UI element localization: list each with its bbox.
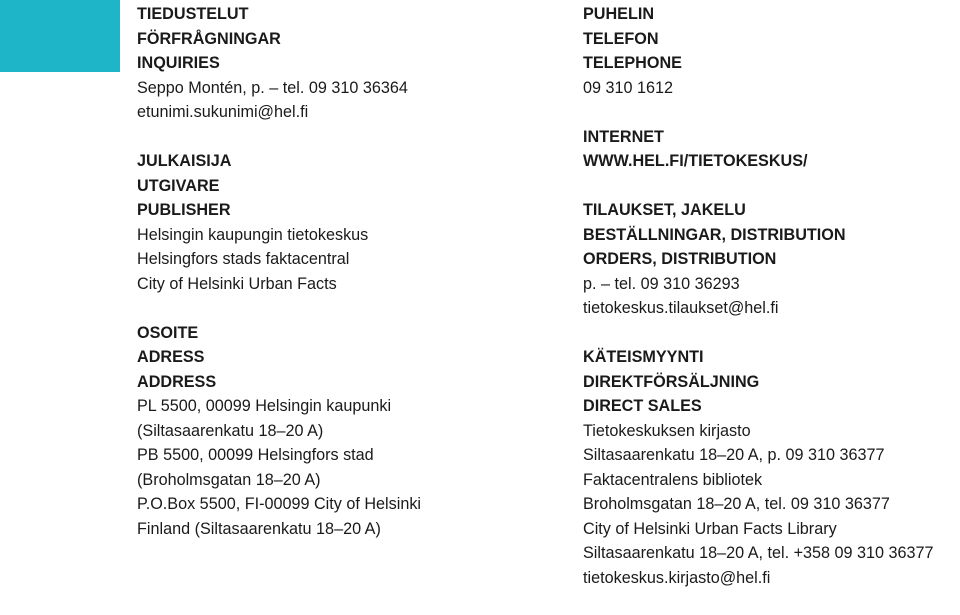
publisher-section bbox=[137, 149, 557, 296]
sales-line: Faktacentralens bibliotek bbox=[583, 470, 763, 489]
website-link[interactable]: WWW.HEL.FI/TIETOKESKUS/ bbox=[583, 152, 808, 170]
direct-sales-section bbox=[583, 345, 959, 590]
inquiries-section bbox=[137, 2, 557, 125]
section-heading: BESTÄLLNINGAR, DISTRIBUTION bbox=[583, 225, 846, 244]
email-line: etunimi.sukunimi@hel.fi bbox=[137, 103, 309, 121]
section-heading: PUHELIN bbox=[583, 5, 655, 23]
section-heading: ADDRESS bbox=[137, 372, 217, 391]
address-line: (Broholmsgatan 18–20 A) bbox=[137, 470, 321, 489]
sales-line: Siltasaarenkatu 18–20 A, p. 09 310 36377 bbox=[583, 446, 885, 464]
sales-line: Siltasaarenkatu 18–20 A, tel. +358 09 310 36377 bbox=[583, 544, 934, 562]
section-heading: TELEFON bbox=[583, 29, 659, 48]
section-heading: DIRECT SALES bbox=[583, 397, 702, 415]
right-column bbox=[583, 2, 959, 615]
internet-section bbox=[583, 125, 959, 174]
orders-section bbox=[583, 198, 959, 321]
section-heading: ADRESS bbox=[137, 348, 205, 366]
address-line: P.O.Box 5500, FI-00099 City of Helsinki bbox=[137, 495, 422, 513]
section-heading: INQUIRIES bbox=[137, 54, 220, 72]
section-heading: KÄTEISMYYNTI bbox=[583, 348, 704, 366]
orders-phone: p. – tel. 09 310 36293 bbox=[583, 274, 740, 293]
section-heading: TILAUKSET, JAKELU bbox=[583, 201, 746, 219]
sales-line: City of Helsinki Urban Facts Library bbox=[583, 519, 837, 538]
address-line: Finland (Siltasaarenkatu 18–20 A) bbox=[137, 519, 381, 538]
section-heading: DIREKTFÖRSÄLJNING bbox=[583, 372, 760, 391]
publisher-line: City of Helsinki Urban Facts bbox=[137, 274, 337, 293]
section-heading: ORDERS, DISTRIBUTION bbox=[583, 250, 777, 268]
section-heading: JULKAISIJA bbox=[137, 152, 232, 170]
left-column bbox=[137, 2, 557, 566]
publisher-line: Helsingin kaupungin tietokeskus bbox=[137, 225, 369, 244]
section-heading: INTERNET bbox=[583, 127, 664, 146]
address-section bbox=[137, 321, 557, 542]
sales-line: Broholmsgatan 18–20 A, tel. 09 310 36377 bbox=[583, 495, 890, 513]
section-heading: OSOITE bbox=[137, 323, 199, 342]
address-line: (Siltasaarenkatu 18–20 A) bbox=[137, 421, 324, 440]
sales-line: Tietokeskuksen kirjasto bbox=[583, 421, 751, 440]
section-heading: TIEDUSTELUT bbox=[137, 5, 249, 23]
address-line: PB 5500, 00099 Helsingfors stad bbox=[137, 446, 374, 464]
address-line: PL 5500, 00099 Helsingin kaupunki bbox=[137, 397, 392, 415]
section-heading: FÖRFRÅGNINGAR bbox=[137, 29, 281, 48]
orders-email[interactable]: tietokeskus.tilaukset@hel.fi bbox=[583, 299, 779, 317]
phone-section bbox=[583, 2, 959, 100]
section-heading: TELEPHONE bbox=[583, 54, 682, 72]
publisher-line: Helsingfors stads faktacentral bbox=[137, 250, 350, 268]
section-heading: UTGIVARE bbox=[137, 176, 220, 195]
sales-email[interactable]: tietokeskus.kirjasto@hel.fi bbox=[583, 568, 771, 587]
accent-bar bbox=[0, 0, 120, 72]
section-heading: PUBLISHER bbox=[137, 201, 231, 219]
phone-number: 09 310 1612 bbox=[583, 78, 674, 97]
contact-line: Seppo Montén, p. – tel. 09 310 36364 bbox=[137, 78, 408, 97]
